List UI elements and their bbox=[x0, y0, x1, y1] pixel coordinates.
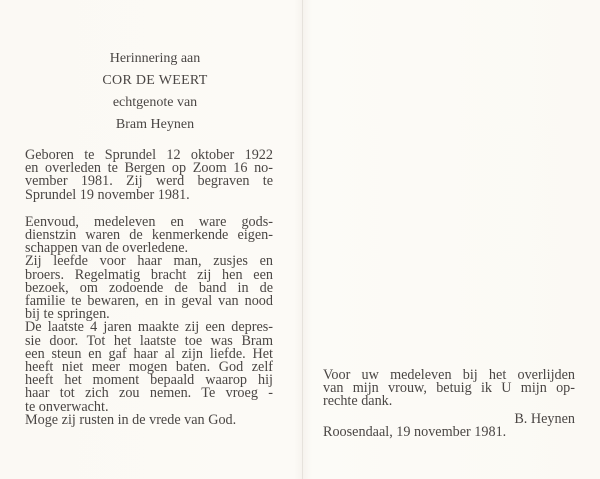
spouse-name: Bram Heynen bbox=[115, 117, 195, 132]
birth-death-paragraph bbox=[25, 149, 273, 202]
header-intro: Herinnering aan bbox=[109, 51, 201, 66]
family-paragraph bbox=[25, 255, 273, 321]
text-line: schappen van de overledene. bbox=[25, 240, 189, 257]
text-line: te onverwacht. bbox=[25, 398, 109, 415]
text-line: dienstzin waren de kenmerkende eigen- bbox=[25, 227, 273, 244]
text-line: heeft het moment bepaald waarop hij bbox=[25, 372, 273, 389]
place-and-date: Roosendaal, 19 november 1981. bbox=[323, 423, 507, 440]
text-line: heeft niet meer mogen baten. God zelf bbox=[25, 359, 273, 376]
virtues-paragraph bbox=[25, 213, 273, 257]
text-line: sie door. Tot het laatste toe was Bram bbox=[25, 332, 273, 349]
text-line: en overleden te Bergen op Zoom 16 no- bbox=[25, 160, 273, 177]
signature: B. Heynen bbox=[514, 410, 575, 427]
text-line: Sprundel 19 november 1981. bbox=[25, 186, 190, 203]
text-line: Voor uw medeleven bij het overlijden bbox=[323, 367, 575, 383]
text-line: Geboren te Sprundel 12 oktober 1922 bbox=[25, 147, 273, 163]
memorial-header bbox=[70, 48, 240, 136]
illness-paragraph bbox=[25, 321, 273, 413]
text-line: bezoek, om zodoende de band in de bbox=[25, 279, 273, 296]
text-line: Eenvoud, medeleven en ware gods- bbox=[25, 213, 273, 230]
text-line: rechte dank. bbox=[323, 393, 393, 410]
header-relation: echtgenote van bbox=[112, 95, 198, 110]
text-line: Moge zij rusten in de vrede van God. bbox=[25, 411, 237, 428]
left-panel-text bbox=[25, 149, 273, 427]
thanks-paragraph bbox=[323, 369, 575, 409]
card-fold-line bbox=[302, 0, 303, 479]
text-line: vember 1981. Zij werd begraven te bbox=[25, 173, 273, 190]
text-line: haar tot zich zou nemen. Te vroeg - bbox=[25, 385, 273, 402]
right-panel-text bbox=[323, 369, 575, 439]
deceased-name: COR DE WEERT bbox=[102, 73, 208, 88]
text-line: een steun en gaf haar al zijn liefde. Het bbox=[25, 345, 273, 362]
text-line: bij te springen. bbox=[25, 306, 110, 323]
text-line: Zij leefde voor haar man, zusjes en bbox=[25, 253, 273, 270]
closing-prayer bbox=[25, 411, 273, 428]
text-line: van mijn vrouw, betuig ik U mijn op- bbox=[323, 380, 575, 397]
text-line: broers. Regelmatig bracht zij hen een bbox=[25, 266, 273, 283]
text-line: familie te bewaren, en in geval van nood bbox=[25, 293, 273, 310]
text-line: De laatste 4 jaren maakte zij een depres- bbox=[25, 319, 273, 336]
